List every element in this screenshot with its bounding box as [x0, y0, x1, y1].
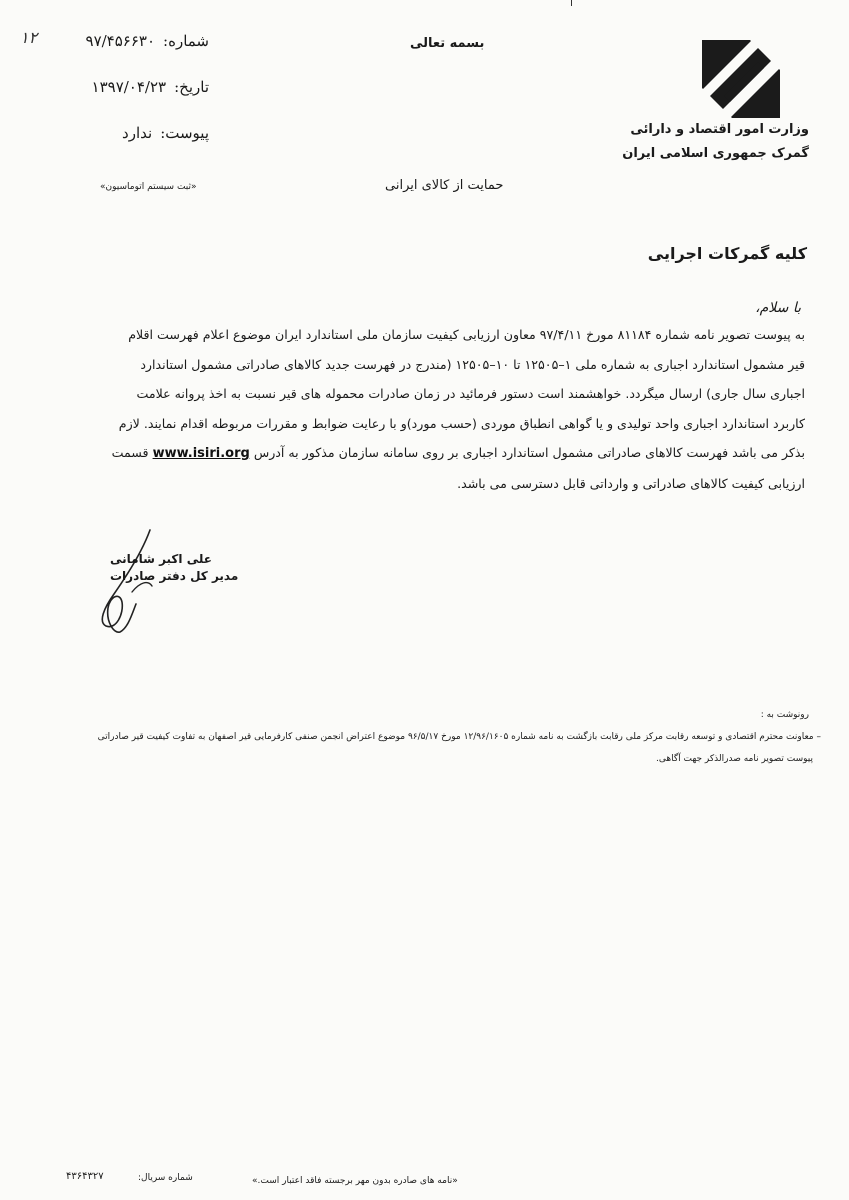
letter-attachment: [122, 124, 209, 142]
recipient: کلیه گمرکات اجرایی: [647, 244, 807, 263]
cc-item: پیوست تصویر نامه صدرالذکر جهت آگاهی.: [656, 754, 813, 764]
top-edge-mark: [571, 0, 572, 6]
cc-heading: رونوشت به :: [760, 710, 809, 720]
isiri-link[interactable]: www.isiri.org: [152, 446, 250, 461]
attachment-value: ندارد: [122, 124, 153, 142]
letter-date: [92, 78, 209, 96]
number-value: ۹۷/۴۵۶۶۳۰: [85, 32, 156, 50]
body-line: ارزیابی کیفیت کالاهای صادراتی و وارداتی قابل دسترسی می باشد.: [457, 475, 805, 491]
org-ministry: وزارت امور اقتصاد و دارائی: [630, 122, 809, 137]
handwritten-mark: ۱۲: [20, 28, 38, 47]
body-line: به پیوست تصویر نامه شماره ۸۱۱۸۴ مورخ ۹۷/۴/۱۱ معاون ارزیابی کیفیت سازمان ملی استاندارد ایران موضوع اعلام فهرست اقلام: [128, 327, 805, 342]
signatory-name: علی اکبر شامانی: [110, 552, 212, 566]
letter-body: [35, 320, 805, 498]
body-line: قیر مشمول استاندارد اجباری به شماره ملی ۱–۱۲۵۰۵ تا ۱۰–۱۲۵۰۵ (مندرج در فهرست جدید کالاهای صادراتی مشمول استاندارد: [140, 356, 805, 372]
greeting: با سلام،: [755, 300, 801, 316]
automation-register-note: «ثبت سیستم اتوماسیون»: [100, 182, 197, 192]
signatory-title: مدیر کل دفتر صادرات: [110, 569, 239, 583]
body-line: بذکر می باشد فهرست کالاهای صادراتی مشمول استاندارد اجباری بر روی سامانه سازمان مذکور به آدرس: [253, 445, 805, 460]
serial-label: شماره سریال:: [138, 1173, 193, 1183]
body-line-with-link: [35, 438, 805, 469]
attachment-label: پیوست:: [160, 124, 209, 142]
number-label: شماره:: [163, 32, 209, 50]
body-line: اجباری سال جاری) ارسال میگردد. خواهشمند است دستور فرمائید در زمان صادرات محموله های قیر نسبت به اخذ پروانه علامت: [136, 386, 805, 401]
body-line-tail: قسمت: [111, 445, 149, 460]
customs-logo-icon: [700, 38, 782, 120]
org-customs: گمرک جمهوری اسلامی ایران: [622, 146, 809, 161]
date-value: ۱۳۹۷/۰۴/۲۳: [91, 78, 167, 96]
basmala: بسمه تعالی: [410, 36, 485, 51]
date-label: تاریخ:: [174, 78, 209, 96]
body-line: کاربرد استاندارد اجباری واحد تولیدی و یا گواهی انطباق موردی (حسب مورد)و با رعایت ضوابط و مقررات مربوطه اقدام نمایند. لازم: [118, 415, 805, 431]
letter-number: [86, 32, 209, 50]
cc-item: – معاونت محترم اقتصادی و توسعه رقابت مرکز ملی رقابت بازگشت به نامه شماره ۱۲/۹۶/۱۶۰۵ مورخ ۹۶/۵/۱۷ موضوع اعتراض انجمن صنفی کارفرمایی قیر اصفهان به تفاوت کیفیت قیر صادراتی: [97, 732, 821, 742]
motto: حمایت از کالای ایرانی: [385, 178, 504, 193]
serial-value: ۴۳۶۴۳۲۷: [66, 1171, 104, 1182]
footer-validity-note: «نامه های صادره بدون مهر برجسته فاقد اعتبار است.»: [252, 1176, 458, 1186]
